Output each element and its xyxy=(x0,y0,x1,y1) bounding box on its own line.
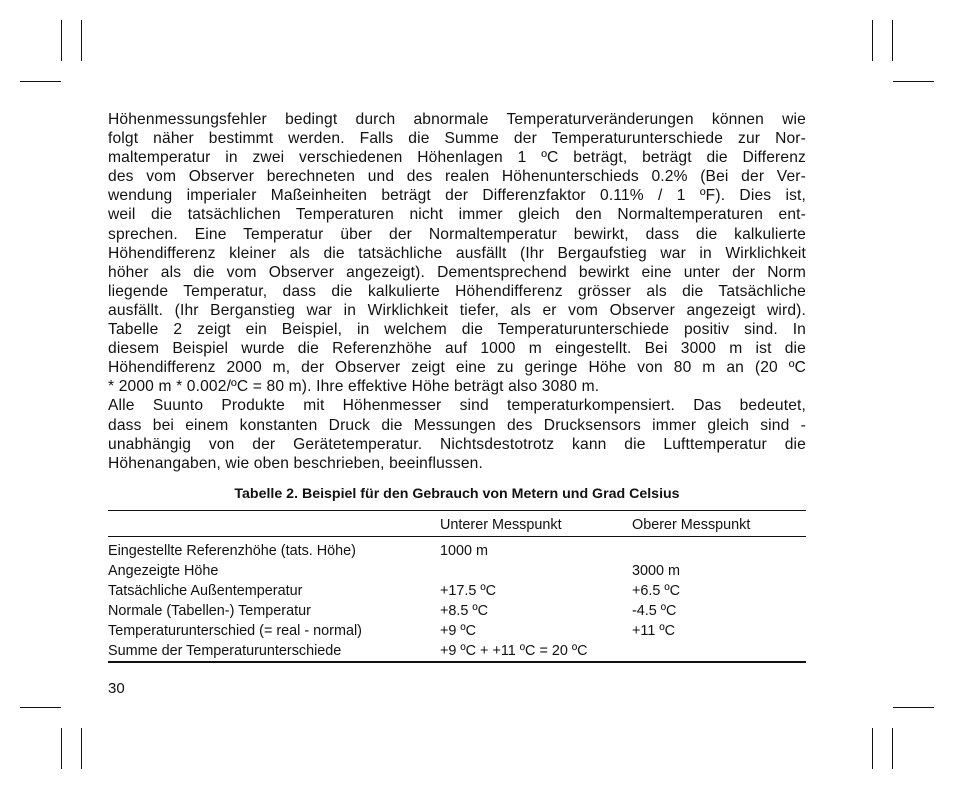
text-line: folgt näher bestimmt werden. Falls die Summe der Temperaturunterschiede zur Nor- xyxy=(108,130,806,148)
text-line: Höhendifferenz 2000 m, der Observer zeigt eine zu geringe Höhe von 80 m an (20 ºC xyxy=(108,359,806,377)
table-cell: -4.5 ºC xyxy=(632,603,677,619)
table-row xyxy=(108,621,806,641)
table-cell: Summe der Temperaturunterschiede xyxy=(108,641,440,662)
table-cell: Temperaturunterschied (= real - normal) xyxy=(108,623,362,639)
text-line: Tabelle 2 zeigt ein Beispiel, in welchem die Temperaturunterschiede positiv sind. In xyxy=(108,321,806,339)
crop-mark xyxy=(81,20,82,61)
text-line: weil die tatsächlichen Temperaturen nicht immer gleich den Normaltemperaturen ent- xyxy=(108,206,806,224)
table-row xyxy=(108,641,806,662)
crop-mark xyxy=(892,20,893,61)
crop-mark xyxy=(20,707,61,708)
text-line: liegende Temperatur, dass die kalkulierte Höhendifferenz grösser als die Tatsächliche xyxy=(108,282,806,300)
paragraph-2 xyxy=(108,396,806,472)
table-cell: Tatsächliche Außentemperatur xyxy=(108,583,303,599)
text-line: Alle Suunto Produkte mit Höhenmesser sind temperaturkompensiert. Das bedeutet, xyxy=(108,397,806,415)
text-line: ausfällt. (Ihr Berganstieg war in Wirklichkeit tiefer, als er vom Observer angezeigt wird). xyxy=(108,301,806,319)
table-cell xyxy=(632,641,806,662)
text-line: dass bei einem konstanten Druck die Messungen des Drucksensors immer gleich sind - xyxy=(108,416,806,434)
column-header: Unterer Messpunkt xyxy=(440,511,632,537)
text-line: Höhenangaben, wie oben beschrieben, beeinflussen. xyxy=(108,454,483,472)
crop-mark xyxy=(872,20,873,61)
table-cell: +9 ºC + +11 ºC = 20 ºC xyxy=(440,641,632,662)
table-row xyxy=(108,581,806,601)
crop-mark xyxy=(892,728,893,769)
table-cell: Eingestellte Referenzhöhe (tats. Höhe) xyxy=(108,543,356,559)
table-caption: Tabelle 2. Beispiel für den Gebrauch von Metern und Grad Celsius xyxy=(234,486,680,502)
crop-mark xyxy=(20,81,61,82)
crop-mark xyxy=(893,707,934,708)
text-line: sprechen. Eine Temperatur über der Normaltemperatur bewirkt, dass die kalkulierte xyxy=(108,225,806,243)
text-line: des vom Observer berechneten und des realen Höhenunterschieds 0.2% (Bei der Ver- xyxy=(108,168,806,186)
table-cell: +8.5 ºC xyxy=(440,603,489,619)
table-cell xyxy=(632,537,806,562)
text-line: Höhendifferenz kleiner als die tatsächliche ausfällt (Ihr Bergaufstieg war in Wirklichkeit xyxy=(108,244,806,262)
table-cell: +17.5 ºC xyxy=(440,583,497,599)
crop-mark xyxy=(61,20,62,61)
column-header: Oberer Messpunkt xyxy=(632,511,806,537)
table-cell xyxy=(440,561,632,581)
text-line: maltemperatur in zwei verschiedenen Höhenlagen 1 ºC beträgt, beträgt die Differenz xyxy=(108,149,806,167)
table-cell: +9 ºC xyxy=(440,623,477,639)
text-line: Höhenmessungsfehler bedingt durch abnormale Temperaturveränderungen können wie xyxy=(108,111,806,128)
table-row xyxy=(108,601,806,621)
column-header xyxy=(108,511,440,537)
table-header-row xyxy=(108,511,806,537)
table-cell: 3000 m xyxy=(632,563,680,579)
page-number: 30 xyxy=(108,680,125,697)
crop-mark xyxy=(893,81,934,82)
table-cell: Normale (Tabellen-) Temperatur xyxy=(108,603,311,619)
crop-mark xyxy=(61,728,62,769)
text-line: wendung imperialer Maßeinheiten beträgt der Differenzfaktor 0.11% / 1 ºF). Dies ist, xyxy=(108,187,806,205)
text-line: unabhängig von der Gerätetemperatur. Nichtsdestotrotz kann die Lufttemperatur die xyxy=(108,435,806,453)
data-table xyxy=(108,510,806,663)
table-row xyxy=(108,561,806,581)
text-line: * 2000 m * 0.002/ºC = 80 m). Ihre effektive Höhe beträgt also 3080 m. xyxy=(108,378,600,396)
crop-mark xyxy=(81,728,82,769)
table-cell: Angezeigte Höhe xyxy=(108,563,219,579)
body-text xyxy=(108,110,806,473)
table-cell: 1000 m xyxy=(440,543,488,559)
table-row xyxy=(108,537,806,562)
table-cell: +6.5 ºC xyxy=(632,583,681,599)
paragraph-1 xyxy=(108,110,806,396)
text-line: diesem Beispiel wurde die Referenzhöhe auf 1000 m eingestellt. Bei 3000 m ist die xyxy=(108,340,806,358)
table-cell: +11 ºC xyxy=(632,623,675,639)
text-line: höher als die vom Observer angezeigt). Dementsprechend bewirkt eine unter der Norm xyxy=(108,263,806,281)
crop-mark xyxy=(872,728,873,769)
